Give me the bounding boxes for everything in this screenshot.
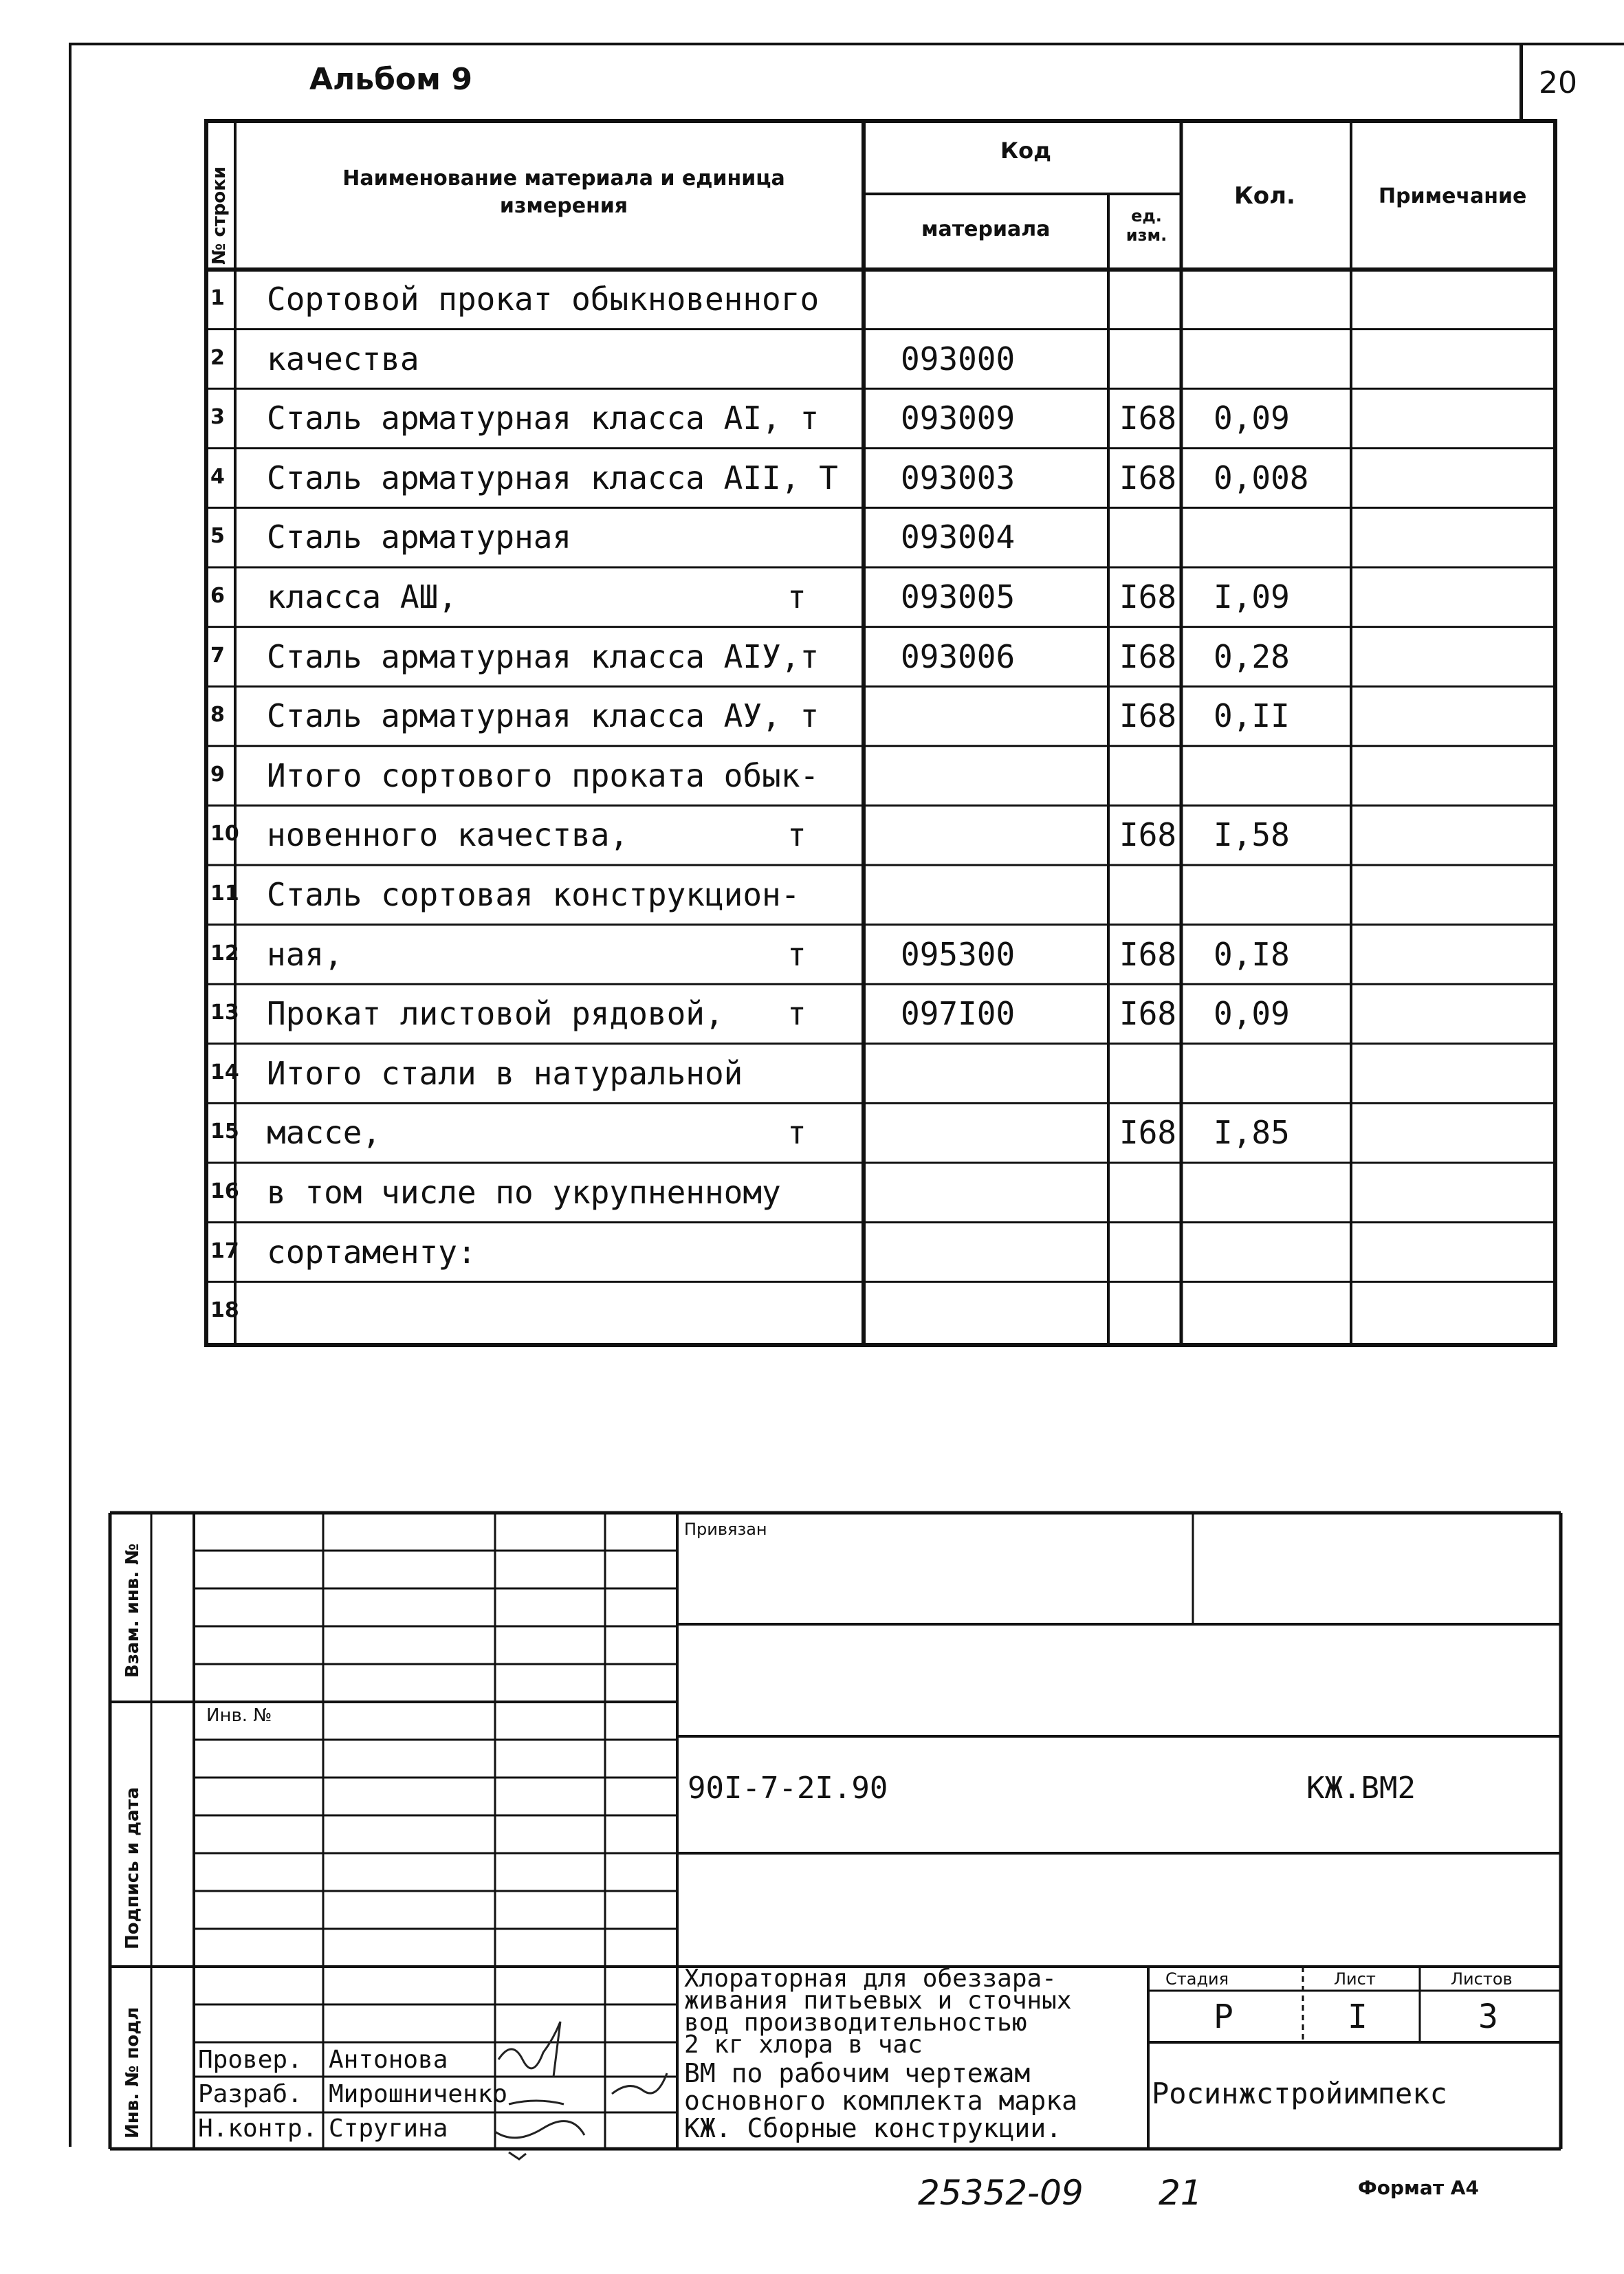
row-number: 4	[210, 464, 225, 489]
row-qty: 0,09	[1214, 995, 1290, 1033]
signer-role: Н.контр.	[198, 2114, 318, 2143]
row-unit-tail: т	[787, 578, 806, 615]
row-number: 11	[210, 882, 239, 906]
header-code: Код	[1000, 138, 1051, 164]
footer-format: Формат А4	[1358, 2176, 1479, 2199]
row-name: ная,	[267, 935, 343, 973]
row-name: качества	[267, 340, 419, 378]
row-qty: 0,28	[1214, 637, 1290, 675]
row-name: Сталь арматурная класса AII, Т	[267, 459, 838, 496]
row-number: 5	[210, 524, 225, 549]
row-code: 097I00	[901, 995, 1016, 1033]
row-number: 17	[210, 1238, 239, 1263]
row-name: Прокат листовой рядовой,	[267, 995, 724, 1033]
row-qty: I,09	[1214, 578, 1290, 615]
object-title-line: 2 кг хлора в час	[684, 2031, 923, 2059]
row-code: 093000	[901, 340, 1016, 378]
row-unit-tail: т	[787, 816, 806, 854]
row-qty: 0,008	[1214, 459, 1309, 496]
album-title: Альбом 9	[309, 62, 472, 97]
row-name: массе,	[267, 1114, 382, 1152]
row-qty: I,58	[1214, 816, 1290, 854]
row-unit: I68	[1119, 400, 1177, 437]
sheet-value: I	[1348, 1998, 1368, 2036]
row-number: 6	[210, 584, 225, 608]
side-label-podpis: Подпись и дата	[122, 1786, 143, 1949]
header-note: Примечание	[1379, 184, 1527, 208]
row-code: 093003	[901, 459, 1016, 496]
doc-mark: КЖ.ВМ2	[1306, 1771, 1416, 1806]
row-code: 093004	[901, 518, 1016, 556]
row-name: в том числе по укрупненному	[267, 1174, 781, 1211]
object-title-line: Хлораторная для обеззара-	[684, 1965, 1057, 1993]
row-code: 095300	[901, 935, 1016, 973]
row-name: новенного качества,	[267, 816, 629, 854]
row-number: 1	[210, 286, 225, 310]
stage-value: Р	[1214, 1998, 1233, 2036]
row-number: 9	[210, 762, 225, 787]
row-name: Сортовой прокат обыкновенного	[267, 281, 820, 318]
privyazan-label: Привязан	[684, 1520, 767, 1539]
header-unit: ед. изм.	[1126, 206, 1167, 245]
sheet-number: 20	[1539, 65, 1577, 100]
row-code: 093006	[901, 637, 1016, 675]
signer-name: Антонова	[329, 2046, 448, 2074]
row-number: 2	[210, 345, 225, 370]
header-material: материала	[921, 217, 1051, 241]
inv-no-label: Инв. №	[206, 1705, 272, 1726]
row-number: 13	[210, 1001, 239, 1025]
doc-code: 90I-7-2I.90	[688, 1771, 888, 1806]
row-name: Сталь арматурная	[267, 518, 572, 556]
row-unit-tail: т	[787, 1114, 806, 1152]
footer-page: 21	[1159, 2173, 1203, 2213]
row-name: Итого сортового проката обык-	[267, 756, 820, 794]
row-number: 10	[210, 822, 239, 846]
row-name: сортаменту:	[267, 1233, 476, 1271]
header-name: Наименование материала и единица измерения	[342, 166, 785, 218]
row-qty: 0,09	[1214, 400, 1290, 437]
object-title-line: живания питьевых и сточных	[684, 1987, 1072, 2015]
row-number: 16	[210, 1179, 239, 1203]
row-unit: I68	[1119, 637, 1177, 675]
row-qty: 0,II	[1214, 697, 1290, 735]
stage-label: Стадия	[1165, 1969, 1229, 1989]
row-unit: I68	[1119, 578, 1177, 615]
row-qty: I,85	[1214, 1114, 1290, 1152]
row-name: Итого стали в натуральной	[267, 1054, 743, 1092]
row-qty: 0,I8	[1214, 935, 1290, 973]
side-label-inv-podl: Инв. № подл	[122, 2007, 143, 2139]
row-name: Сталь арматурная класса AI, т	[267, 400, 820, 437]
row-number: 12	[210, 941, 239, 965]
document-subtitle-line: основного комплекта марка	[684, 2086, 1077, 2116]
document-subtitle-line: КЖ. Сборные конструкции.	[684, 2113, 1062, 2143]
row-number: 18	[210, 1298, 239, 1323]
row-unit-tail: т	[787, 935, 806, 973]
signer-name: Мирошниченко	[329, 2080, 508, 2108]
row-name: Сталь арматурная класса AУ, т	[267, 697, 820, 735]
row-number: 14	[210, 1060, 239, 1084]
row-unit-tail: т	[787, 995, 806, 1033]
footer-inv-number: 25352-09	[918, 2173, 1084, 2213]
header-row-no: № строки	[209, 166, 230, 265]
row-name: Сталь арматурная класса AIУ,т	[267, 637, 820, 675]
side-label-vzam: Взам. инв. №	[122, 1543, 143, 1678]
sheets-label: Листов	[1451, 1969, 1513, 1989]
row-unit: I68	[1119, 697, 1177, 735]
row-name: класса АШ,	[267, 578, 457, 615]
organization: Росинжстройимпекс	[1152, 2077, 1447, 2110]
row-code: 093009	[901, 400, 1016, 437]
sheets-value: 3	[1478, 1998, 1498, 2036]
signer-role: Провер.	[198, 2046, 303, 2074]
document-subtitle-line: ВМ по рабочим чертежам	[684, 2058, 1031, 2088]
row-number: 8	[210, 703, 225, 728]
row-number: 15	[210, 1119, 239, 1144]
row-unit: I68	[1119, 935, 1177, 973]
sheet-label: Лист	[1334, 1969, 1376, 1989]
header-qty: Кол.	[1234, 182, 1295, 210]
row-unit: I68	[1119, 995, 1177, 1033]
signer-name: Стругина	[329, 2114, 448, 2143]
row-number: 7	[210, 643, 225, 668]
row-code: 093005	[901, 578, 1016, 615]
row-number: 3	[210, 405, 225, 430]
object-title-line: вод производительностью	[684, 2009, 1027, 2037]
row-unit: I68	[1119, 459, 1177, 496]
signer-role: Разраб.	[198, 2080, 303, 2108]
row-name: Сталь сортовая конструкцион-	[267, 876, 800, 913]
row-unit: I68	[1119, 1114, 1177, 1152]
row-unit: I68	[1119, 816, 1177, 854]
